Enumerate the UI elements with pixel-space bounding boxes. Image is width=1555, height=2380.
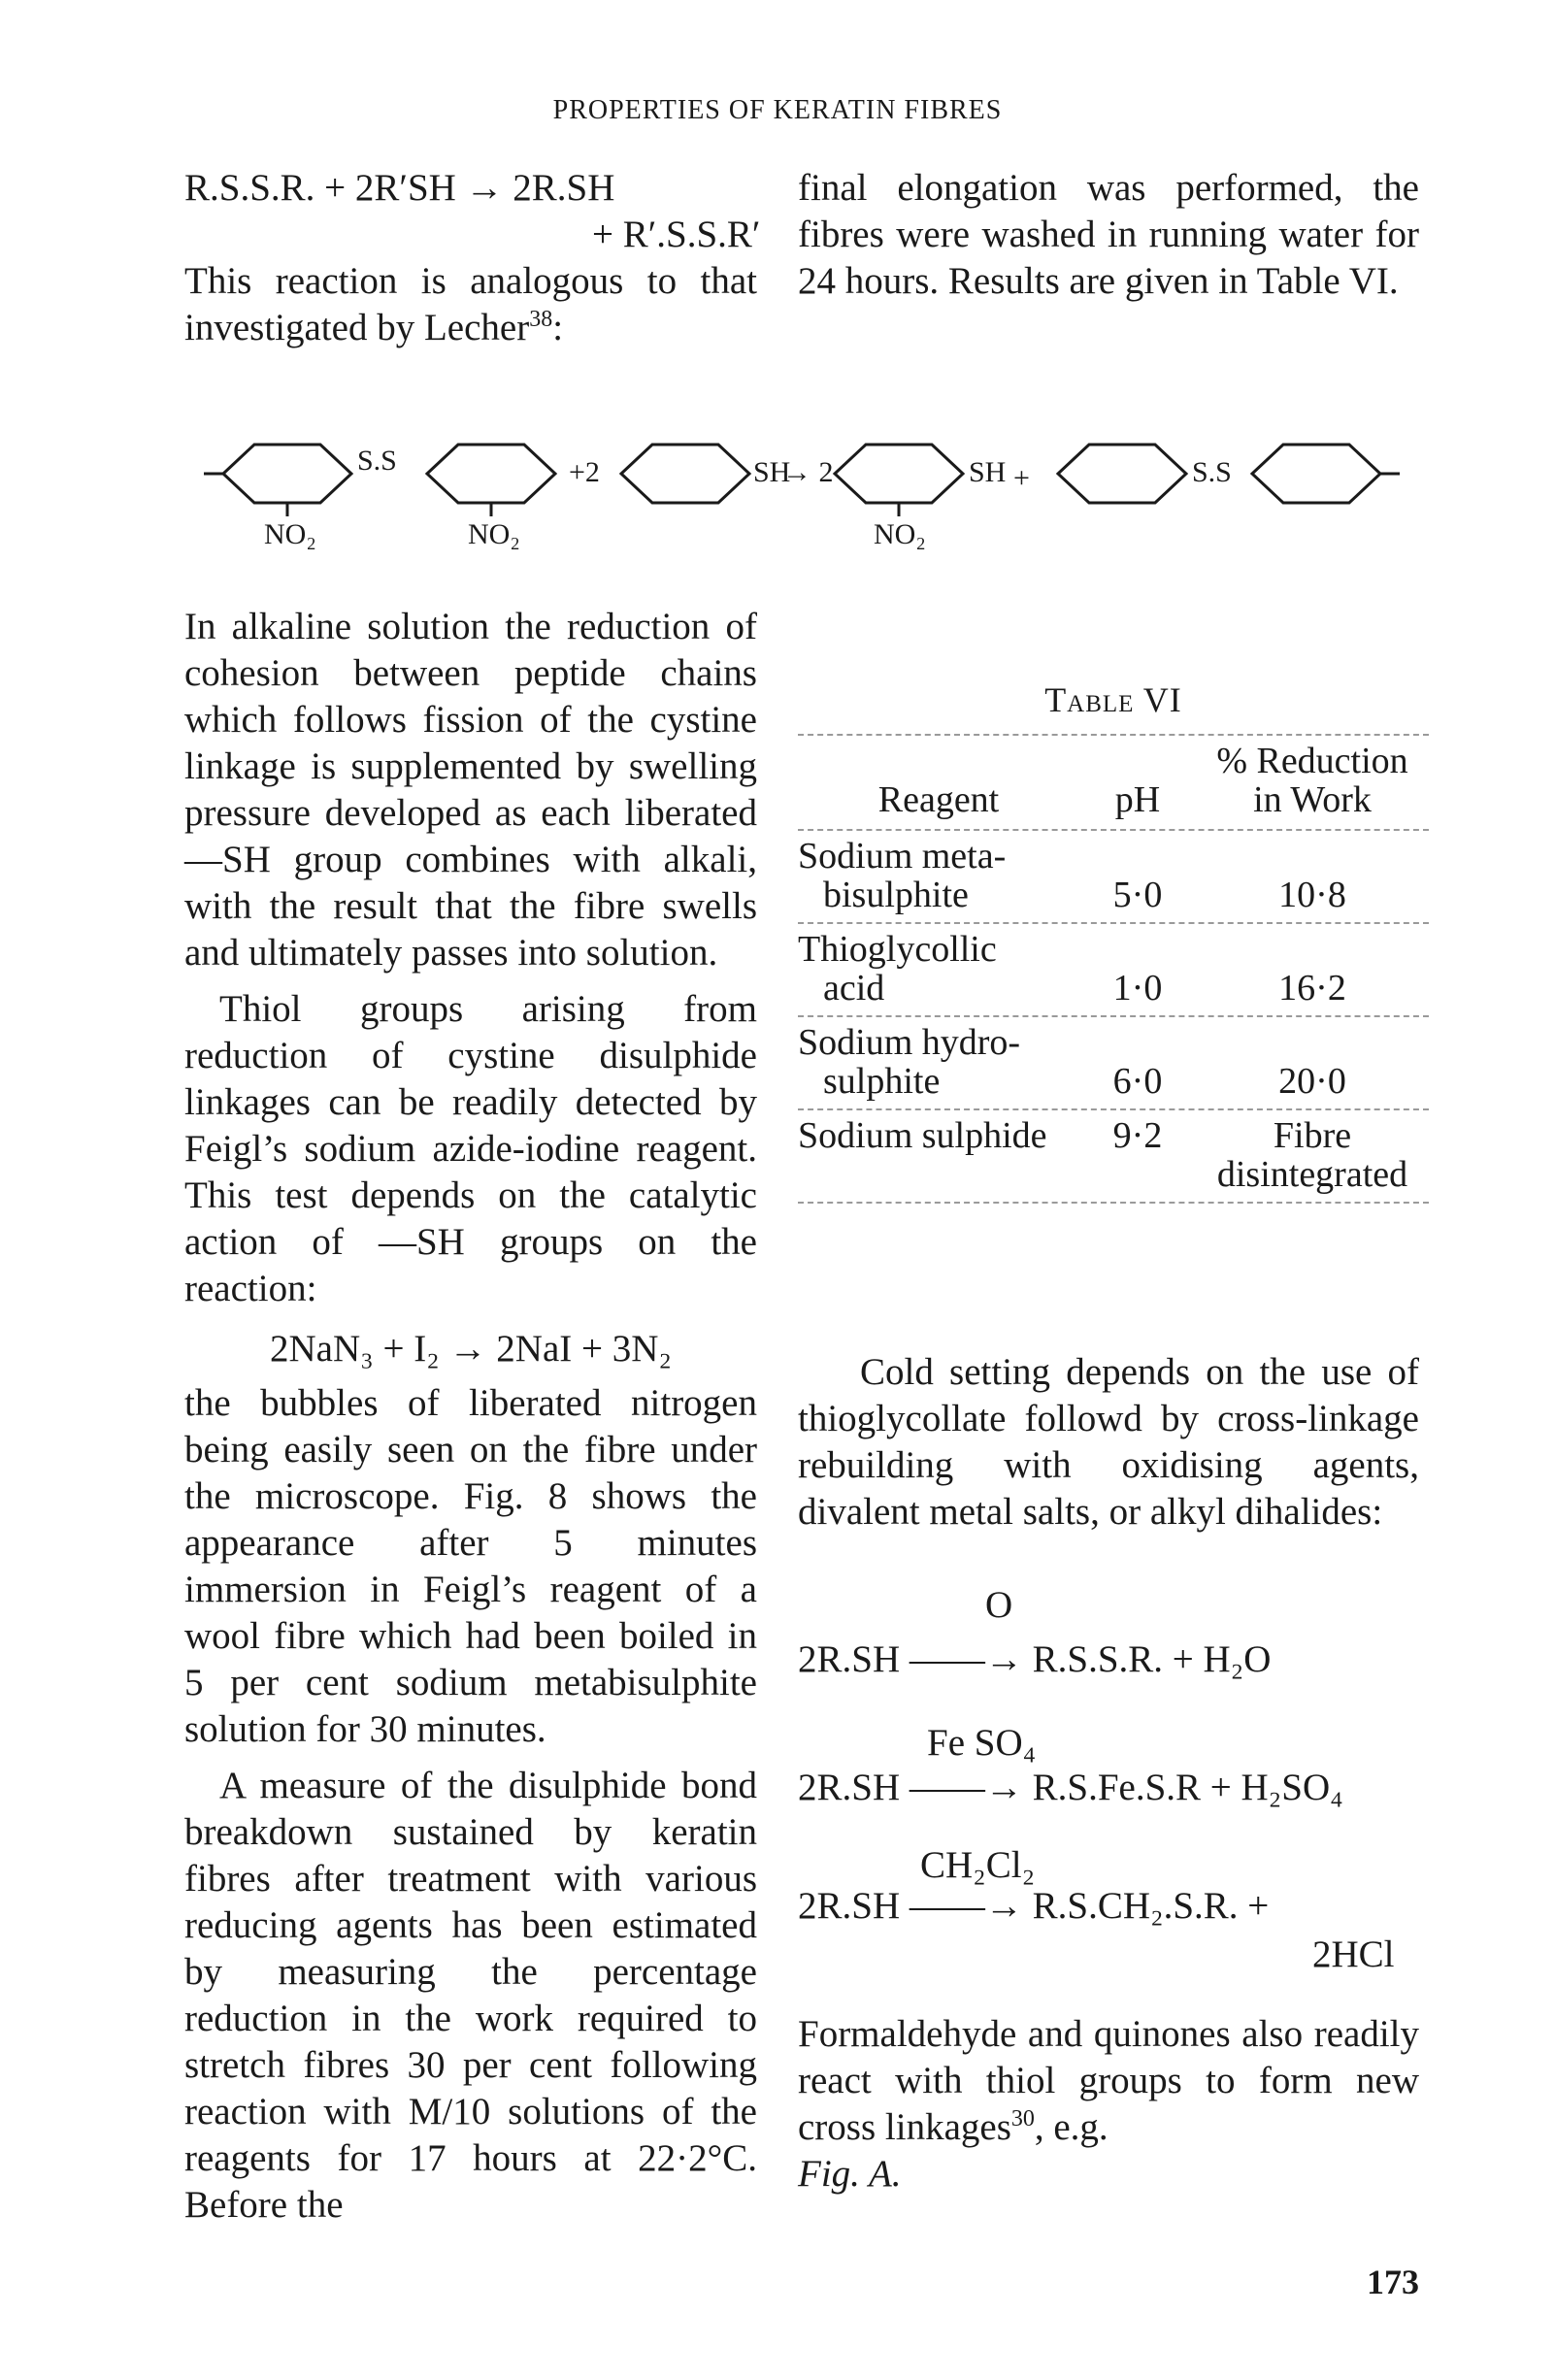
table-header-row [798,736,1429,829]
equation-azide-iodine: 2NaN₃ + I₂ → 2NaI + 3N₂ [269,1328,673,1370]
reaction1-oxidation: 2R.SH ——→ R.S.S.R. + H₂O [798,1638,1272,1680]
row3-ph: 6·0 [1112,1061,1163,1102]
row1-reagent-l2: bisulphite [823,875,969,915]
row2-reagent-l1: Thioglycollic [798,929,997,970]
row1-reagent-l1: Sodium meta- [798,836,1007,876]
figure-a-reference: Fig. A. [798,2153,902,2195]
paragraph-alkaline-reduction: In alkaline solution the reduction of cohesion between peptide chains which follows fission of the cystine linkage is supplemented by swelling pressure developed as each liberated —SH group combines with alkali, with the result that the fibre swells and ultimately passes into solution. [184,606,757,974]
table-title: Table VI [1044,680,1182,719]
row4-reagent-l1: Sodium sulphide [798,1115,1047,1156]
table-row [798,1110,1429,1202]
reaction3-hcl-product: 2HCl [1312,1934,1395,1975]
arrow-two-label: → 2 [782,456,834,488]
ss-label-left: S.S [357,445,397,477]
paragraph-final-elongation: final elongation was performed, the fibres were washed in running water for 24 hours. Results are given in Table VI. [798,167,1419,302]
lecher-text: This reaction is analogous to that investigated by Lecher [184,260,757,348]
header-ph: pH [1114,779,1161,820]
sh-label-a: SH [753,456,791,488]
left-column [184,604,757,2229]
reaction2-metal-salt: 2R.SH ——→ R.S.Fe.S.R + H₂SO₄ [798,1767,1343,1808]
no2-label-c: NO₂ [874,518,926,550]
paragraph-thiol-detection: Thiol groups arising from reduction of cystine disulphide linkages can be readily detected by Feigl’s sodium azide-iodine reagent. This test depends on the catalytic action of —SH groups on the reaction: [184,988,757,1309]
sh-label-b: SH [969,456,1007,488]
paragraph-nitrogen-bubbles: the bubbles of liberated nitrogen being easily seen on the fibre under the microscope. Fig. 8 shows the appearance after 5 minutes immersion in Feigl’s reagent of a wool fibre which had been boiled in 5 per cent sodium metabisulphite solution for 30 minutes. [184,1382,757,1750]
benzene-ring-3 [621,445,749,503]
row2-reagent-l2: acid [823,968,885,1008]
row2-reduction-l2: 16·2 [1278,968,1346,1008]
row3-reagent-l2: sulphite [823,1061,941,1102]
plus-label: + [1013,462,1030,494]
row3-reduction-l2: 20·0 [1278,1061,1346,1102]
reaction2-reagent-ferrous-sulphate: Fe SO₄ [927,1722,1037,1764]
no2-label-a: NO₂ [264,518,316,550]
benzene-ring-6 [1252,445,1380,503]
equation-disulphide-exchange-line2: + R′.S.S.R′ [592,214,761,255]
plus-two-label: +2 [569,456,600,488]
paragraph-formaldehyde-quinones [798,2011,1419,2198]
paragraph-disulphide-measure: A measure of the disulphide bond breakdown sustained by keratin fibres after treatment with various reducing agents has been estimated by measuring the percentage reduction in the work required to stretch fibres 30 per cent following reaction with M/10 solutions of the reagents for 17 hours at 22·2°C. Before the [184,1765,757,2226]
reaction3-alkyl-dihalide: 2R.SH ——→ R.S.CH₂.S.R. + [798,1885,1270,1927]
paragraph-lecher-analogy [184,258,757,351]
ss-label-right: S.S [1192,456,1232,488]
header-reduction-line2: in Work [1253,779,1372,820]
lecher-colon: : [552,307,564,348]
aromatic-disulphide-reaction-diagram [0,398,1555,563]
no2-label-b: NO₂ [468,518,520,550]
equation-disulphide-exchange-line1: R.S.S.R. + 2R′SH → 2R.SH [184,167,615,209]
table-row [798,831,1429,922]
table-vi [798,679,1429,1204]
citation-30: 30 [1010,2106,1035,2132]
running-title: PROPERTIES OF KERATIN FIBRES [552,95,1003,125]
citation-38: 38 [529,307,553,332]
formaldehyde-eg: , e.g. [1034,2106,1108,2148]
row1-ph: 5·0 [1112,875,1163,915]
benzene-ring-5 [1058,445,1186,503]
row1-reduction-l2: 10·8 [1278,875,1346,915]
row2-ph: 1·0 [1112,968,1163,1008]
table-row [798,924,1429,1015]
reaction1-reagent-oxygen: O [985,1584,1013,1626]
header-reduction [1196,742,1429,819]
formaldehyde-text: Formaldehyde and quinones also readily react with thiol groups to form new cross linkages [798,2013,1419,2148]
reaction3-reagent-dichloromethane: CH₂Cl₂ [920,1844,1036,1886]
row4-reduction-l2: disintegrated [1216,1154,1408,1195]
row4-ph: 9·2 [1112,1115,1163,1156]
table-row [798,1017,1429,1108]
benzene-ring-1 [223,445,351,503]
header-reduction-line1: % Reduction [1216,741,1408,781]
row4-reduction-l1: Fibre [1273,1115,1352,1156]
benzene-ring-2 [427,445,555,503]
row3-reagent-l1: Sodium hydro- [798,1022,1021,1063]
page-number: 173 [1367,2263,1419,2301]
table-bottom-rule [798,1202,1429,1204]
paragraph-cold-setting: Cold setting depends on the use of thioglycollate followd by cross-linkage rebuilding with oxidising agents, divalent metal salts, or alkyl dihalides: [798,1351,1419,1533]
header-reagent: Reagent [877,779,1000,820]
benzene-ring-4 [835,445,963,503]
